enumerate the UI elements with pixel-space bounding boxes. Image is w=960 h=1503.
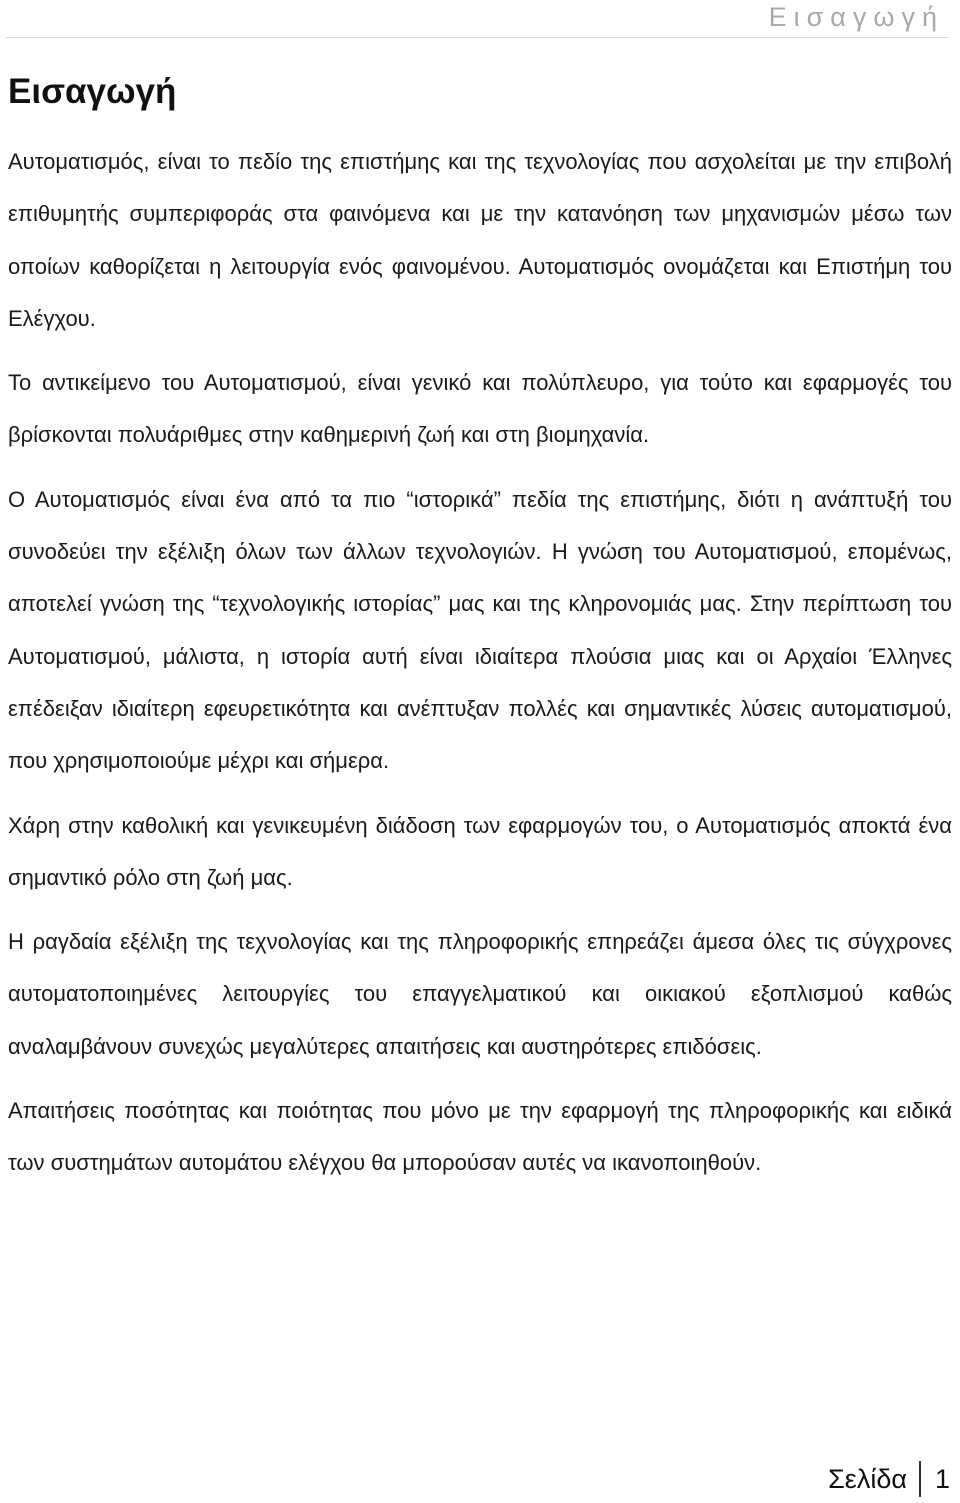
paragraph-role: Χάρη στην καθολική και γενικευμένη διάδοση των εφαρμογών του, ο Αυτοματισμός αποκτά ένα σημαντικό ρόλο στη ζωή μας. — [8, 812, 952, 890]
paragraph-technology: Η ραγδαία εξέλιξη της τεχνολογίας και της πληροφορικής επηρεάζει άμεσα όλες τις σύγχρονες αυτοματοποιημένες λειτουργίες του επαγγελματικού και οικιακού εξοπλισμού καθώς αναλαμβάνουν συνεχώς μεγαλύτερες απαιτήσεις και αυστηρότερες επιδόσεις. — [8, 929, 952, 1059]
page-footer — [828, 1461, 950, 1497]
page-number: 1 — [934, 1463, 950, 1494]
page-title: Εισαγωγή — [8, 72, 177, 111]
document-body — [8, 136, 952, 1202]
header-divider — [6, 37, 948, 38]
running-header: Εισαγωγή — [768, 2, 944, 32]
footer-separator — [919, 1461, 921, 1497]
paragraph-history: Ο Αυτοματισμός είναι ένα από τα πιο “ιστορικά” πεδία της επιστήμης, διότι η ανάπτυξή του συνοδεύει την εξέλιξη όλων των άλλων τεχνολογιών. Η γνώση του Αυτοματισμού, επομένως, αποτελεί γνώση της “τεχνολογικής ιστορίας” μας και της κληρονομιάς μας. Στην περίπτωση του Αυτοματισμού, μάλιστα, η ιστορία αυτή είναι ιδιαίτερα πλούσια μιας και οι Αρχαίοι Έλληνες επέδειξαν ιδιαίτερη εφευρετικότητα και ανέπτυξαν πολλές και σημαντικές λύσεις αυτοματισμού, που χρησιμοποιούμε μέχρι και σήμερα. — [8, 486, 952, 774]
paragraph-scope: Το αντικείμενο του Αυτοματισμού, είναι γενικό και πολύπλευρο, για τούτο και εφαρμογές του βρίσκονται πολυάριθμες στην καθημερινή ζωή και στη βιομηχανία. — [8, 370, 952, 448]
paragraph-requirements: Απαιτήσεις ποσότητας και ποιότητας που μόνο με την εφαρμογή της πληροφορικής και ειδικά των συστημάτων αυτομάτου ελέγχου θα μπορούσαν αυτές να ικανοποιηθούν. — [8, 1098, 952, 1176]
page-label: Σελίδα — [828, 1463, 907, 1494]
paragraph-definition: Αυτοματισμός, είναι το πεδίο της επιστήμης και της τεχνολογίας που ασχολείται με την επιβολή επιθυμητής συμπεριφοράς στα φαινόμενα και με την κατανόηση των μηχανισμών μέσω των οποίων καθορίζεται η λειτουργία ενός φαινομένου. Αυτοματισμός ονομάζεται και Επιστήμη του Ελέγχου. — [8, 149, 952, 331]
